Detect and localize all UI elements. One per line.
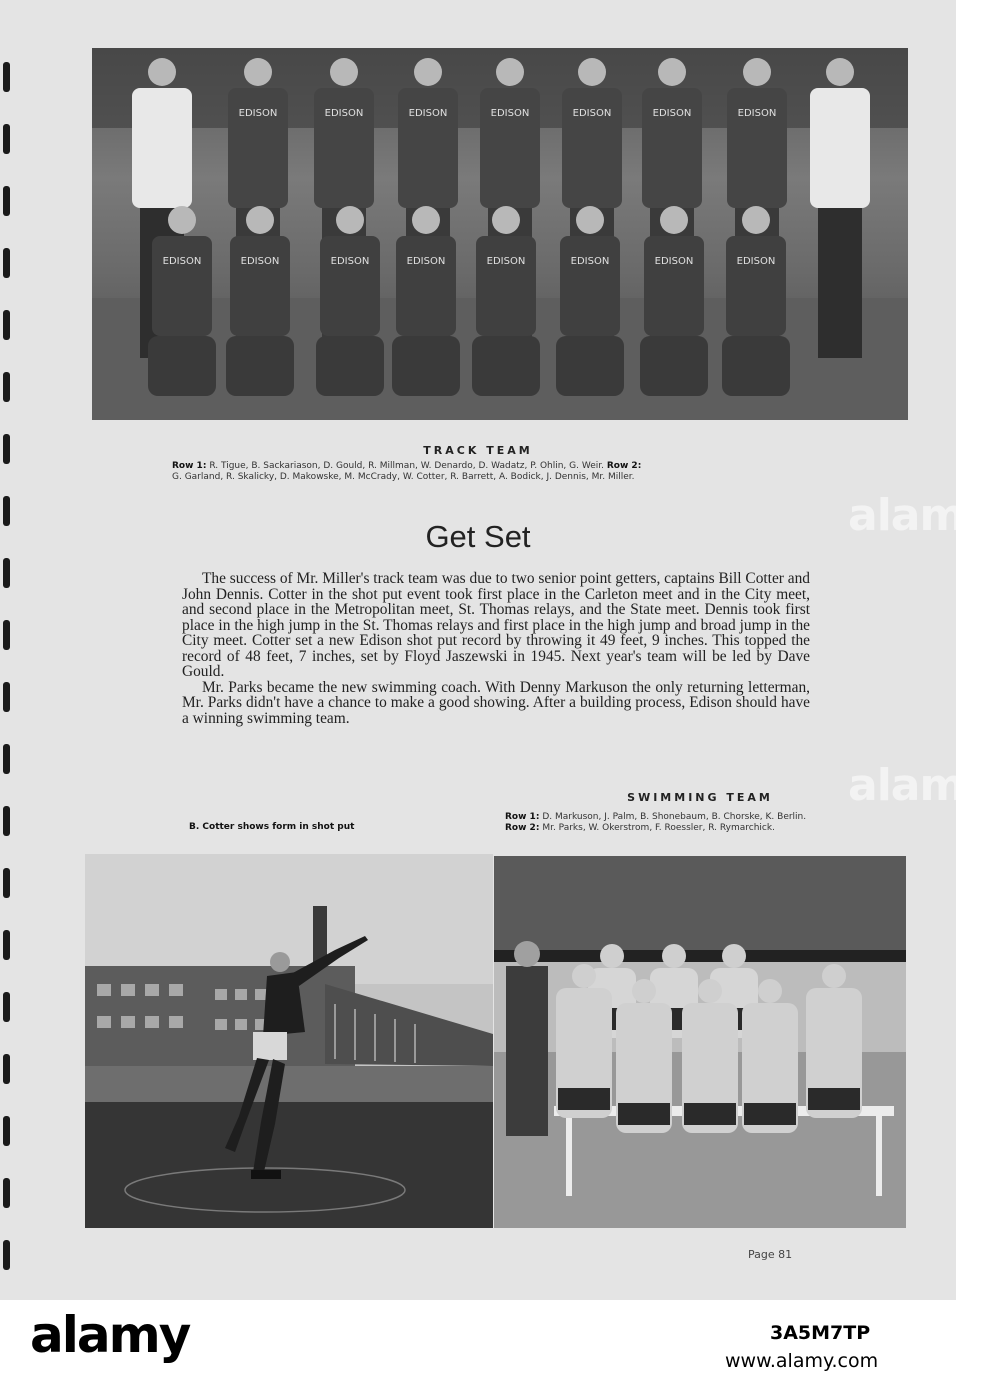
swim-row1-names: D. Markuson, J. Palm, B. Shonebaum, B. Chorske, K. Berlin. [542,812,807,822]
jersey-lettering: EDISON [238,108,278,119]
binding-ring [3,1116,10,1146]
jersey-lettering: EDISON [572,108,612,119]
binding-ring [3,372,10,402]
swimming-team-photo [494,856,906,1228]
shot-put-photo [85,854,493,1228]
swimming-row1-line [505,812,806,822]
alamy-url: www.alamy.com [725,1350,879,1372]
binding-ring [3,248,10,278]
alamy-logo: alamy [30,1306,190,1364]
article-body [182,571,810,726]
track-team-photo [92,48,908,420]
page-number: Page 81 [748,1248,793,1261]
jersey-lettering: EDISON [408,108,448,119]
jersey-lettering: EDISON [737,108,777,119]
track-row2-names: G. Garland, R. Skalicky, D. Makowske, M. McCrady, W. Cotter, R. Barrett, A. Bodick, J. Dennis, Mr. Miller. [172,472,635,482]
binding-ring [3,1240,10,1270]
binding-ring [3,310,10,340]
jersey-lettering: EDISON [654,256,694,267]
jersey-lettering: EDISON [330,256,370,267]
jersey-lettering: EDISON [406,256,446,267]
jersey-lettering: EDISON [486,256,526,267]
jersey-lettering: EDISON [570,256,610,267]
binding-ring [3,62,10,92]
swim-row2-names: Mr. Parks, W. Okerstrom, F. Roessler, R. Rymarchick. [542,823,775,833]
watermark-alamy-right-2: alamy [848,760,992,811]
binding-ring [3,682,10,712]
binding-ring [3,930,10,960]
jersey-lettering: EDISON [490,108,530,119]
team-member-figure [810,58,870,358]
track-row1-names: R. Tigue, B. Sackariason, D. Gould, R. Millman, W. Denardo, D. Wadatz, P. Ohlin, G. Weir. [209,461,604,471]
watermark-alamy-right-1: alamy [848,490,992,541]
swimming-team-title: SWIMMING TEAM [627,791,773,804]
binding-ring [3,1178,10,1208]
track-team-row2-line [172,472,635,482]
binding-ring [3,558,10,588]
binding-ring [3,1054,10,1084]
binding-ring [3,868,10,898]
track-row2-label: Row 2: [606,461,642,471]
article-heading: Get Set [425,519,531,554]
article-paragraph-1: The success of Mr. Miller's track team was due to two senior point getters, captains Bill Cotter and John Dennis. Cotter in the shot put event took first place in the Carleton meet and in the City meet, and second place in the Metropolitan meet, St. Thomas relays, and the State meet. Dennis took first place in the high jump in the St. Thomas relays and first place in the high jump and broad jump in the City meet. Cotter set a new Edison shot put record by throwing it 49 feet, 9 inches. This topped the record of 48 feet, 7 inches, set by Floyd Jaszewski in 1945. Next year's team will be led by Dave Gould. [182,570,810,680]
binding-ring [3,806,10,836]
swim-row1-label: Row 1: [505,812,540,822]
jersey-lettering: EDISON [324,108,364,119]
binding-ring [3,744,10,774]
swim-row2-label: Row 2: [505,823,540,833]
track-team-row1-line [172,461,641,471]
swimming-row2-line [505,823,775,833]
jersey-lettering: EDISON [162,256,202,267]
jersey-lettering: EDISON [736,256,776,267]
spiral-binding [0,0,14,1300]
image-id: 3A5M7TP [770,1322,871,1344]
track-row1-label: Row 1: [172,461,207,471]
binding-ring [3,124,10,154]
binding-ring [3,186,10,216]
article-paragraph-2: Mr. Parks became the new swimming coach. With Denny Markuson the only returning letterman, Mr. Parks didn't have a chance to make a good showing. After a building process, Edison should have a winning swimming team. [182,678,810,727]
track-team-title: TRACK TEAM [423,444,533,457]
binding-ring [3,992,10,1022]
jersey-lettering: EDISON [652,108,692,119]
binding-ring [3,620,10,650]
shot-put-caption: B. Cotter shows form in shot put [189,822,355,832]
jersey-lettering: EDISON [240,256,280,267]
